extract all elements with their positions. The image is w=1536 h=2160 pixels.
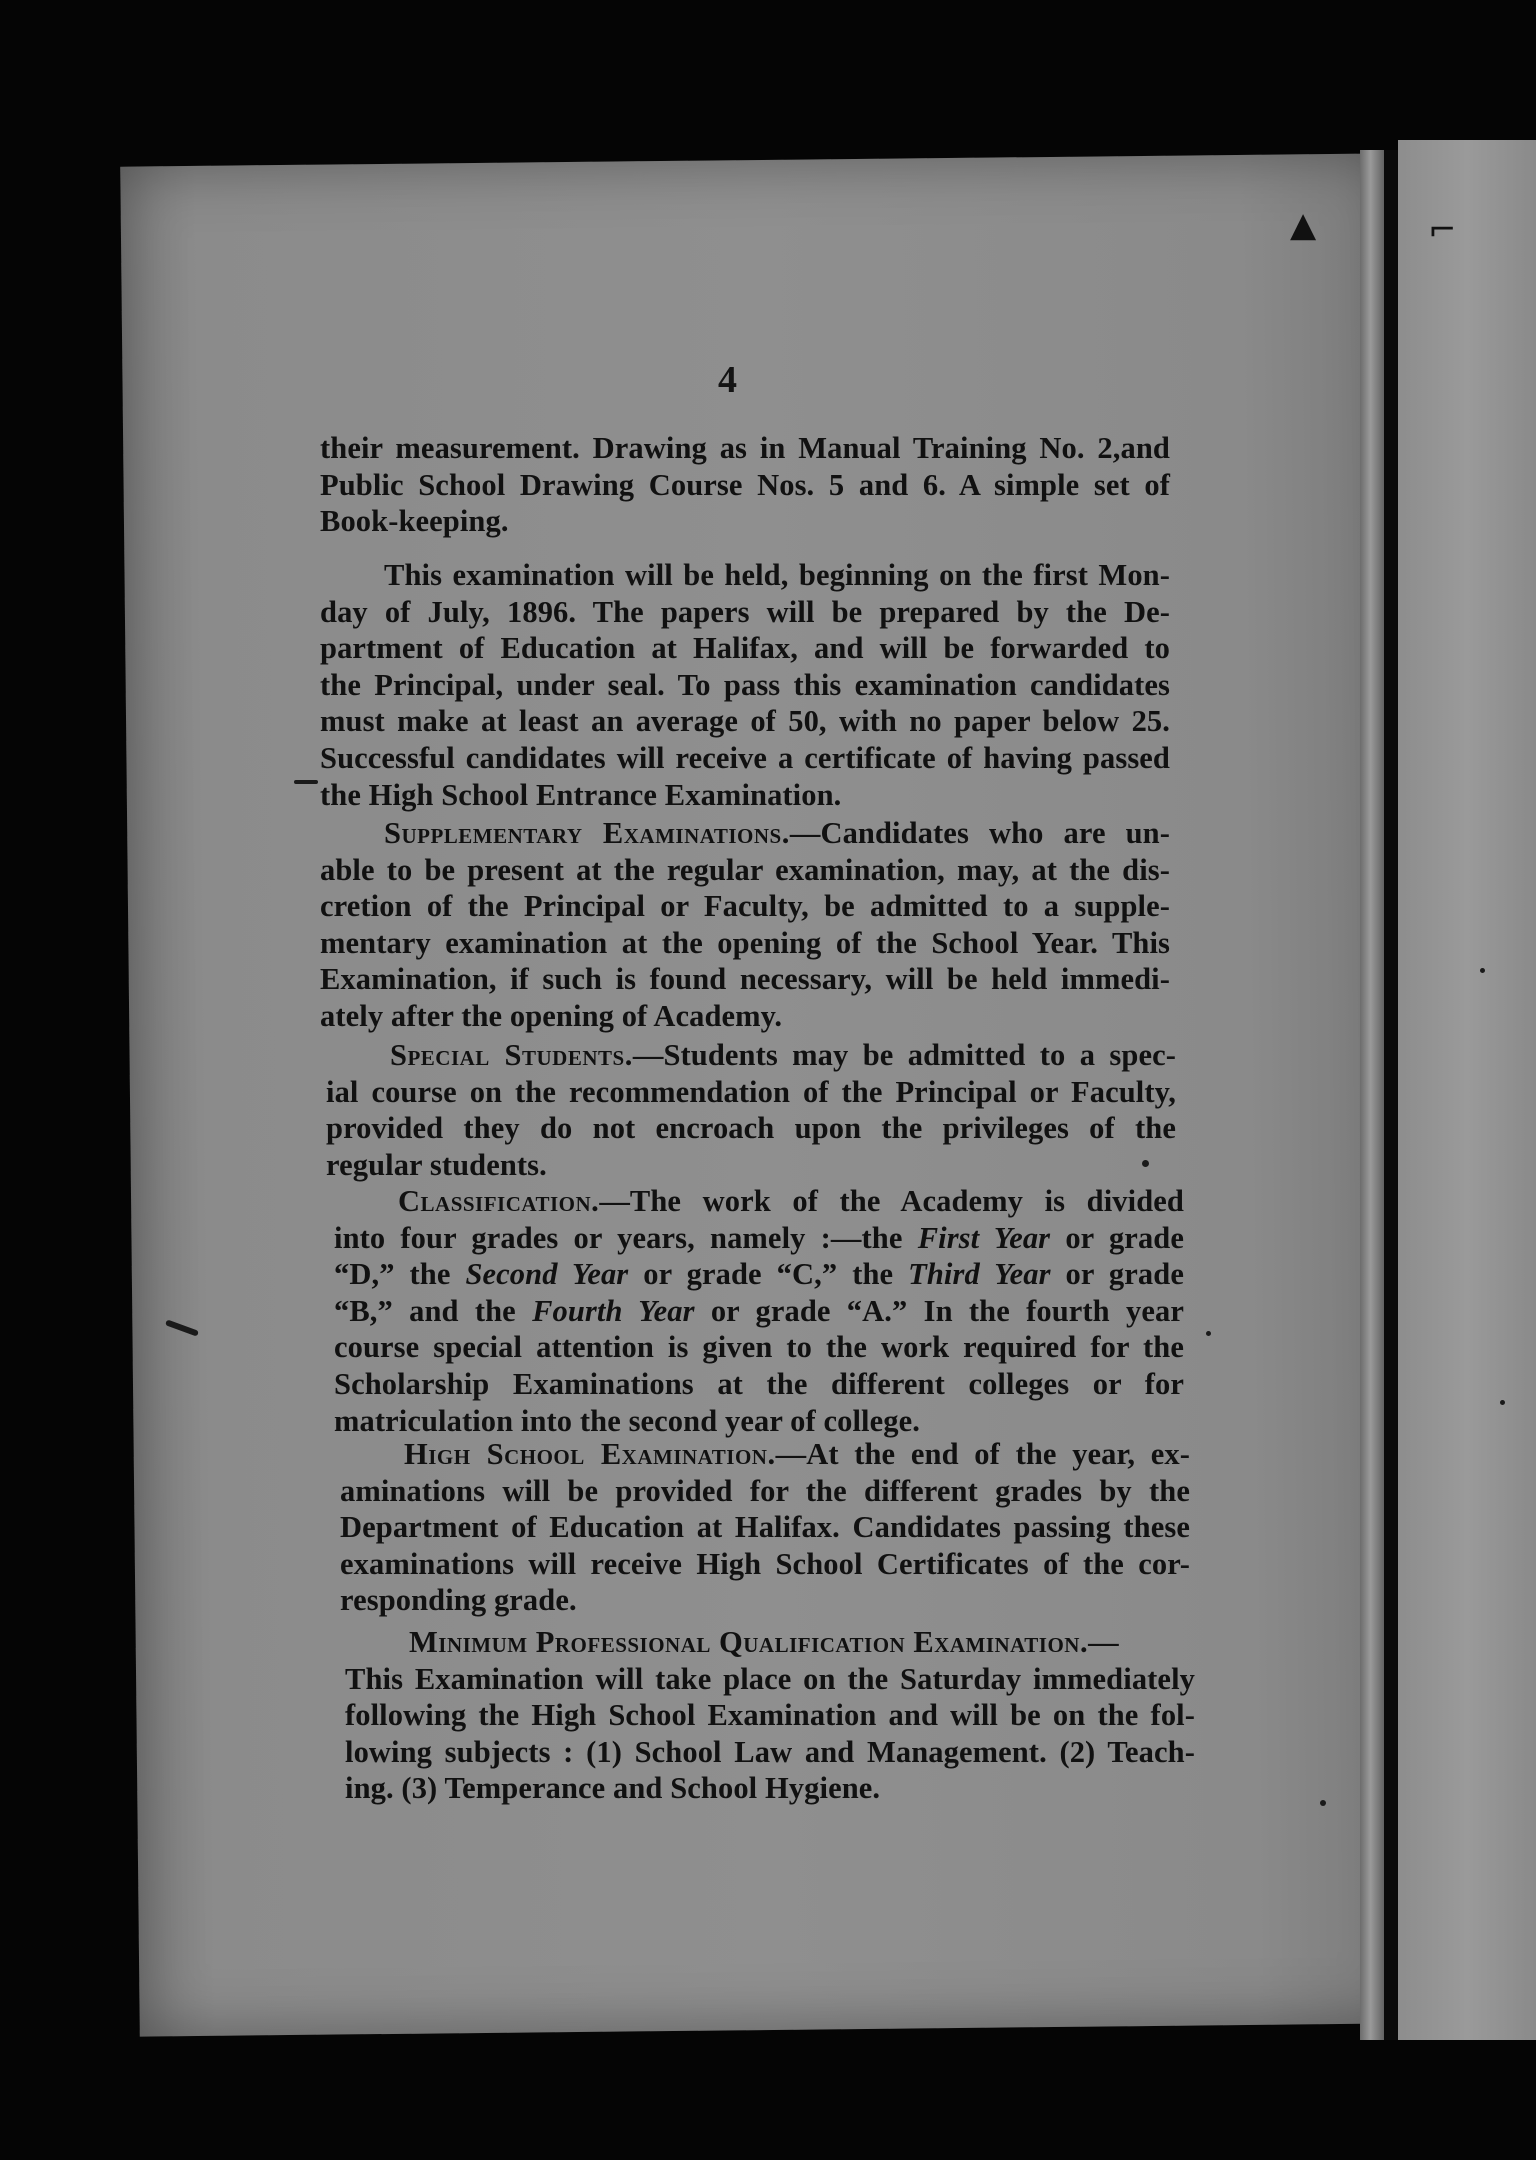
text-line: day of July, 1896. The papers will be prepared by the De- xyxy=(320,594,1170,629)
text-line: matriculation into the second year of college. xyxy=(334,1403,920,1438)
text-line: course special attention is given to the work required for the xyxy=(334,1330,1184,1365)
text-line: ately after the opening of Academy. xyxy=(320,998,783,1033)
scan-speck xyxy=(294,780,318,784)
text-run: into four grades or years, namely :—the xyxy=(334,1220,918,1255)
text-run: or grade “C,” the xyxy=(628,1257,909,1292)
adjacent-page-mark-icon: ⌐ xyxy=(1428,210,1457,250)
paragraph-supplementary-examinations xyxy=(320,815,1170,1035)
text-run: —At the end of the year, ex- xyxy=(775,1437,1191,1471)
scan-speck xyxy=(1142,1160,1149,1167)
paragraph-minimum-professional-qualification xyxy=(345,1624,1195,1807)
adjacent-page-edge xyxy=(1398,140,1536,2040)
paragraph-2 xyxy=(320,557,1170,813)
text-run: — xyxy=(1088,1625,1119,1659)
grade-term: Third Year xyxy=(908,1257,1051,1292)
paragraph-special-students xyxy=(326,1037,1176,1183)
page-corner-mark-icon: ▲ xyxy=(1290,205,1317,245)
paragraph-1 xyxy=(320,430,1170,540)
scan-speck xyxy=(1480,968,1485,973)
text-line: their measurement. Drawing as in Manual Training No. 2,and xyxy=(320,431,1170,465)
text-line: mentary examination at the opening of the School Year. This xyxy=(320,925,1170,960)
text-line: Successful candidates will receive a certificate of having passed xyxy=(320,740,1170,775)
grade-term: Fourth Year xyxy=(532,1293,695,1328)
grade-term: Second Year xyxy=(465,1257,629,1292)
text-line: examinations will receive High School Certificates of the cor- xyxy=(340,1546,1190,1581)
text-run: or grade xyxy=(1050,1220,1184,1255)
paragraph-high-school-examination xyxy=(340,1436,1190,1619)
text-line: the Principal, under seal. To pass this examination candidates xyxy=(320,667,1170,702)
text-line: Public School Drawing Course Nos. 5 and 6. A simple set of xyxy=(320,467,1170,502)
section-heading: Supplementary Examinations. xyxy=(384,816,790,850)
text-line: This Examination will take place on the Saturday immediately xyxy=(345,1661,1195,1696)
text-line: Book-keeping. xyxy=(320,504,509,539)
section-heading: Minimum Professional Qualification Examination. xyxy=(409,1625,1089,1659)
text-line: provided they do not encroach upon the privileges of the xyxy=(326,1111,1176,1146)
text-line: the High School Entrance Examination. xyxy=(320,777,842,812)
text-line: responding grade. xyxy=(340,1583,577,1618)
grade-term: First Year xyxy=(917,1220,1051,1255)
text-run: or grade “A.” In the fourth year xyxy=(694,1293,1184,1328)
page-number: 4 xyxy=(718,359,737,401)
text-run: “B,” and the xyxy=(334,1293,533,1328)
text-line: cretion of the Principal or Faculty, be admitted to a supple- xyxy=(320,889,1170,924)
text-line: Scholarship Examinations at the different colleges or for xyxy=(334,1366,1184,1401)
text-line: aminations will be provided for the different grades by the xyxy=(340,1473,1190,1508)
text-run: “D,” the xyxy=(334,1257,466,1292)
text-line: Department of Education at Halifax. Candidates passing these xyxy=(340,1510,1190,1545)
paragraph-classification xyxy=(334,1183,1184,1439)
scan-speck xyxy=(1320,1800,1326,1806)
text-line: regular students. xyxy=(326,1147,547,1182)
section-heading: High School Examination. xyxy=(404,1437,776,1471)
scan-speck xyxy=(1206,1331,1211,1336)
text-line: This examination will be held, beginning on the first Mon- xyxy=(384,558,1170,592)
text-run: —The work of the Academy is divided xyxy=(599,1184,1184,1218)
text-line: following the High School Examination and will be on the fol- xyxy=(345,1698,1195,1733)
text-run: —Students may be admitted to a spec- xyxy=(632,1038,1176,1072)
text-line: partment of Education at Halifax, and will be forwarded to xyxy=(320,631,1170,666)
section-heading: Classification. xyxy=(398,1184,600,1218)
text-line: must make at least an average of 50, with no paper below 25. xyxy=(320,704,1170,739)
section-heading: Special Students. xyxy=(390,1038,633,1072)
scan-speck xyxy=(1500,1400,1505,1405)
text-line: ing. (3) Temperance and School Hygiene. xyxy=(345,1771,881,1806)
binding-shadow xyxy=(1384,150,1398,2040)
binding-gutter xyxy=(1360,150,1386,2040)
text-line: ial course on the recommendation of the Principal or Faculty, xyxy=(326,1074,1176,1109)
text-run: or grade xyxy=(1050,1257,1184,1292)
text-line: able to be present at the regular examination, may, at the dis- xyxy=(320,852,1170,887)
text-line: Examination, if such is found necessary, will be held immedi- xyxy=(320,962,1170,997)
text-run: —Candidates who are un- xyxy=(789,816,1170,850)
text-line: lowing subjects : (1) School Law and Management. (2) Teach- xyxy=(345,1734,1195,1769)
